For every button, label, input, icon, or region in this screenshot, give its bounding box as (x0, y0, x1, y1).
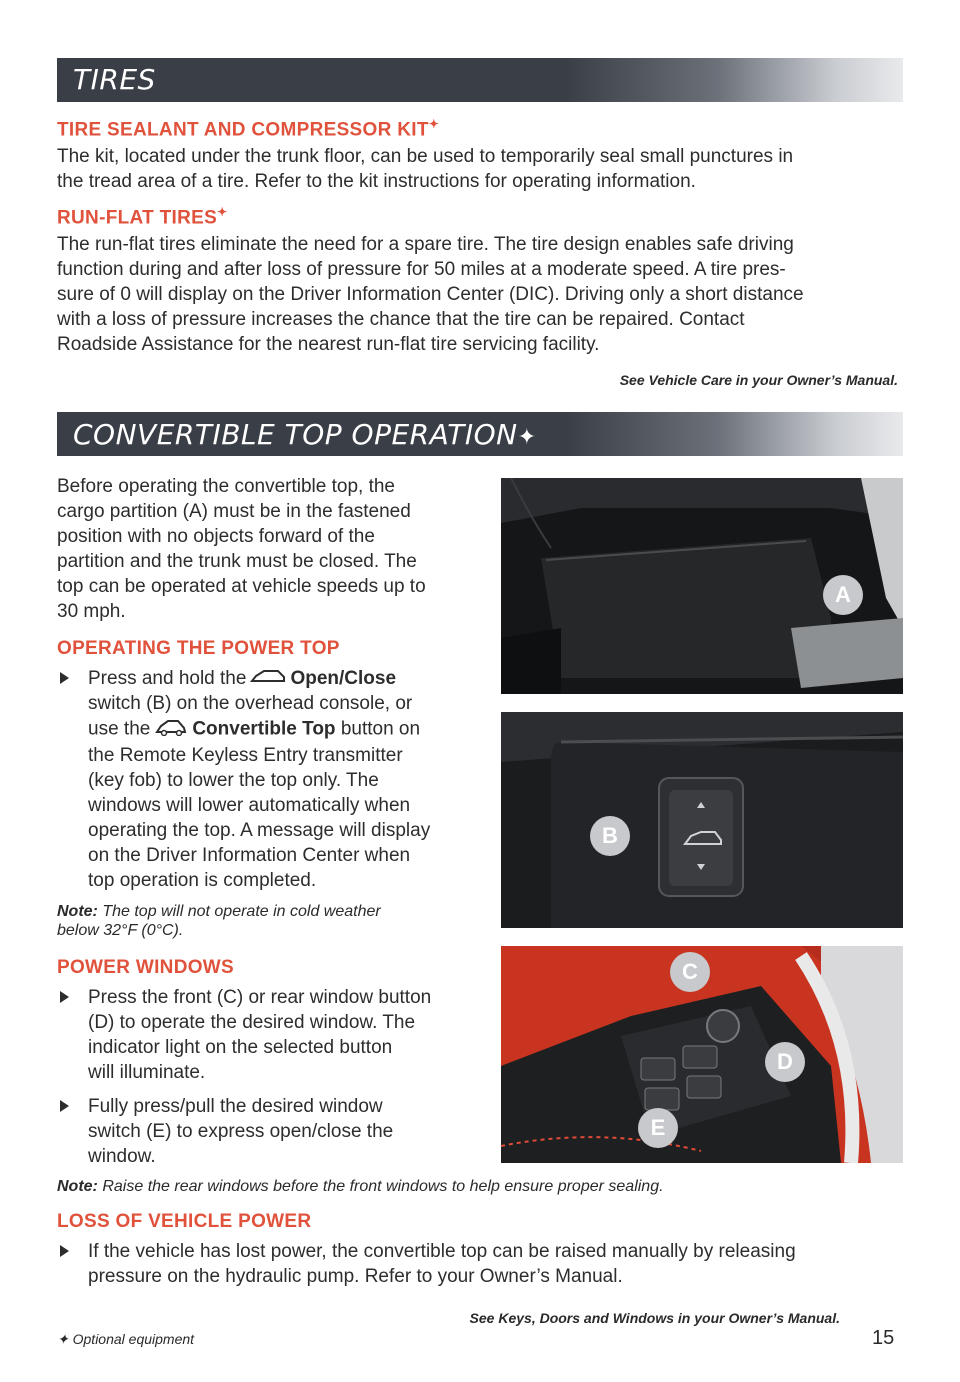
callout-a: A (823, 575, 863, 615)
note-line: below 32°F (0°C). (57, 922, 184, 939)
optional-equipment-label: Optional equipment (72, 1331, 195, 1347)
optional-equipment-icon: ✦ (57, 1331, 69, 1347)
power-top-line: windows will lower automatically when (88, 795, 411, 817)
convertible-title (73, 418, 537, 451)
page-number: 15 (872, 1327, 895, 1349)
runflat-line: Roadside Assistance for the nearest run-flat tire servicing facility. (57, 334, 600, 355)
convertible-top-icon (154, 716, 188, 743)
callout-b: B (590, 816, 630, 856)
windows-line: switch (E) to express open/close the (88, 1121, 394, 1142)
optional-equipment-icon: ✦ (217, 205, 228, 219)
note-text: Raise the rear windows before the front windows to help ensure proper sealing. (102, 1178, 664, 1195)
convertible-intro (57, 474, 426, 624)
power-loss-text (88, 1239, 796, 1289)
sealant-line: The kit, located under the trunk floor, can be used to temporarily seal small punctures in (57, 146, 794, 167)
sealant-line: the tread area of a tire. Refer to the kit instructions for operating information. (57, 171, 696, 192)
power-top-line (88, 716, 430, 743)
runflat-line: function during and after loss of pressure for 50 miles at a moderate speed. A tire pres- (57, 259, 786, 280)
intro-line: cargo partition (A) must be in the fastened (57, 501, 411, 522)
windows-bullet-2 (60, 1094, 480, 1170)
bullet-arrow-icon (60, 991, 69, 1003)
optional-equipment-footnote (57, 1331, 194, 1348)
overhead-switch-photo (501, 712, 903, 928)
bullet-arrow-icon (60, 1100, 69, 1112)
power-top-line: (key fob) to lower the top only. The (88, 770, 379, 792)
note-label: Note: (57, 1178, 98, 1195)
runflat-line: The run-flat tires eliminate the need for a spare tire. The tire design enables safe driving (57, 234, 794, 255)
power-loss-heading: LOSS OF VEHICLE POWER (57, 1211, 312, 1232)
power-top-heading: OPERATING THE POWER TOP (57, 638, 340, 659)
callout-e: E (638, 1108, 678, 1148)
windows-line: Fully press/pull the desired window (88, 1096, 383, 1117)
power-top-line: the Remote Keyless Entry transmitter (88, 745, 403, 767)
note-label: Note: (57, 903, 98, 920)
power-top-bullet (60, 666, 480, 896)
runflat-text (57, 232, 804, 357)
windows-line: (D) to operate the desired window. The (88, 1012, 416, 1033)
optional-equipment-icon: ✦ (517, 425, 537, 450)
intro-line: Before operating the convertible top, the (57, 476, 396, 497)
open-close-label: Open/Close (290, 668, 397, 689)
convertible-banner (57, 412, 903, 456)
tires-banner (57, 58, 903, 102)
pt-text: Press and hold the (88, 668, 247, 689)
power-loss-line: pressure on the hydraulic pump. Refer to your Owner’s Manual. (88, 1266, 623, 1287)
intro-line: partition and the trunk must be closed. The (57, 551, 417, 572)
windows-bullet-1 (60, 985, 480, 1085)
windows-line: will illuminate. (88, 1062, 206, 1083)
windows-line: indicator light on the selected button (88, 1037, 393, 1058)
pt-text: button on (340, 719, 421, 740)
note-text: The top will not operate in cold weather (102, 903, 381, 920)
switch-illustration (501, 712, 903, 928)
window-switch-photo (501, 946, 903, 1163)
sealant-heading (57, 117, 439, 141)
runflat-heading (57, 205, 227, 229)
power-top-text (88, 666, 430, 893)
tires-reference: See Vehicle Care in your Owner’s Manual. (619, 372, 898, 388)
power-loss-bullet (60, 1239, 900, 1291)
power-windows-heading: POWER WINDOWS (57, 957, 234, 978)
power-top-line: operating the top. A message will display (88, 820, 431, 842)
bullet-arrow-icon (60, 1245, 69, 1257)
cold-weather-note (57, 902, 381, 940)
windows-text-1 (88, 985, 431, 1085)
convertible-top-label: Convertible Top (192, 719, 336, 740)
intro-line: 30 mph. (57, 601, 126, 622)
sealing-note (57, 1177, 664, 1196)
sealant-heading-text: TIRE SEALANT AND COMPRESSOR KIT (57, 119, 429, 141)
power-top-line: top operation is completed. (88, 870, 317, 892)
power-top-line: on the Driver Information Center when (88, 845, 411, 867)
sealant-text (57, 144, 793, 194)
windows-line: window. (88, 1146, 156, 1167)
callout-d: D (765, 1042, 805, 1082)
power-loss-line: If the vehicle has lost power, the convertible top can be raised manually by releasing (88, 1241, 796, 1262)
convertible-top-icon (250, 666, 286, 691)
note-line (57, 902, 381, 921)
power-top-line (88, 666, 430, 691)
bullet-arrow-icon (60, 672, 69, 684)
pt-text: use the (88, 719, 151, 740)
windows-line: Press the front (C) or rear window button (88, 987, 432, 1008)
windows-text-2 (88, 1094, 393, 1169)
runflat-line: sure of 0 will display on the Driver Information Center (DIC). Driving only a short distance (57, 284, 804, 305)
runflat-heading-text: RUN-FLAT TIRES (57, 207, 218, 229)
callout-c: C (670, 952, 710, 992)
convertible-title-text: CONVERTIBLE TOP OPERATION (73, 418, 518, 451)
intro-line: top can be operated at vehicle speeds up to (57, 576, 426, 597)
convertible-reference: See Keys, Doors and Windows in your Owner’s Manual. (469, 1310, 840, 1326)
intro-line: position with no objects forward of the (57, 526, 375, 547)
optional-equipment-icon: ✦ (428, 117, 440, 131)
tires-title: TIRES (73, 63, 156, 96)
trunk-photo (501, 478, 903, 694)
power-top-line: switch (B) on the overhead console, or (88, 693, 413, 715)
runflat-line: with a loss of pressure increases the chance that the tire can be repaired. Contact (57, 309, 745, 330)
